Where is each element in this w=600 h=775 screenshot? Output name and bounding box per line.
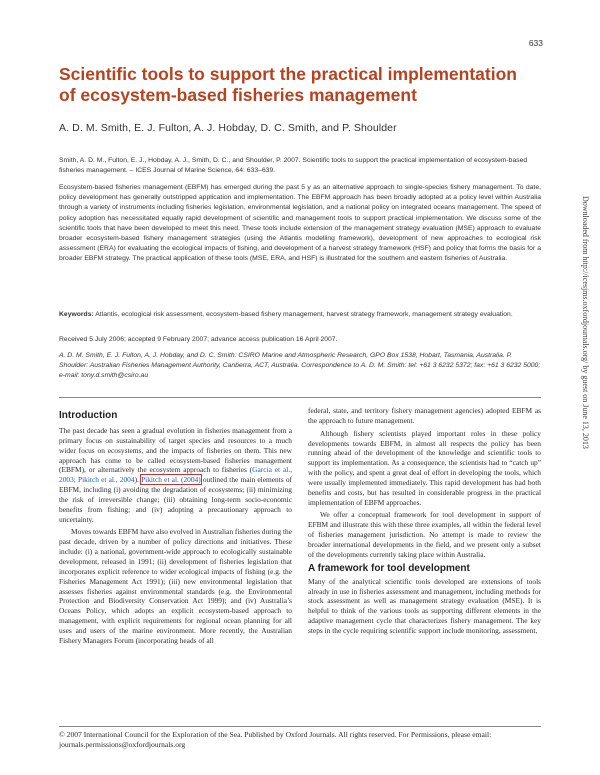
author-list: A. D. M. Smith, E. J. Fulton, A. J. Hobday, D. C. Smith, and P. Shoulder [59,122,397,134]
keywords-label: Keywords: [59,311,94,318]
right-column [308,406,541,636]
intro-paragraph-5: We offer a conceptual framework for tool development in support of EFBM and illustrate this with these three examples, all within the federal level of fisheries management jurisdiction. No attempt is made to review the broader international developments in the field, and we present only a subset of the developments currently taking place within Australia. [308,510,541,559]
reference-link-pikitch[interactable]: Pikitch et al. (2004) [141,475,201,485]
footer-divider [59,726,541,727]
left-column [59,406,292,646]
header-divider [59,397,541,398]
keywords [59,310,541,320]
received-dates: Received 5 July 2006; accepted 9 February 2007; advance access publication 16 April 2007. [59,336,338,343]
page-number: 633 [528,38,543,48]
section-heading-introduction: Introduction [59,410,118,421]
abstract: Ecosystem-based fisheries management (EBFM) has emerged during the past 5 y as an alternative approach to single-species fishery management. To date, policy development has generally outstripped application and implementation. The EBFM approach has been broadly adopted at a policy level within Australia through a variety of instruments including fisheries legislation, environmental legislation, and a national policy on integrated oceans management. The speed of policy adoption has necessitated equally rapid development of scientific and management tools to support practical implementation. We discuss some of the scientific tools that have been developed to meet this need. These tools include extension of the management strategy evaluation (MSE) approach to evaluate broader ecosystem-based fishery management strategies (using the Atlantis modelling framework), development of new approaches to ecological risk assessment (ERA) for evaluating the ecological impacts of fishing, and development of a harvest strategy framework (HSF) and policy that forms the basis for a broader EBFM strategy. The practical application of these tools (MSE, ERA, and HSF) is illustrated for the southern and eastern fisheries of Australia. [59,184,541,263]
keywords-text: Atlantis, ecological risk assessment, ecosystem-based fishery management, harvest strategy framework, management strategy evaluation. [95,311,513,318]
download-notice: Downloaded from http://icesjms.oxfordjournals.org/ by guest on June 13, 2013 [581,196,590,449]
framework-paragraph-1: Many of the analytical scientific tools developed are extensions of tools already in use in fisheries assessment and management, including methods for stock assessment as well as management strategy evaluation (MSE). It is helpful to think of the various tools as supporting different elements in the adaptive management cycle that characterizes fishery management. The key steps in the cycle requiring scientific support include monitoring, assessment, [308,576,541,635]
intro-paragraph-4: Although fishery scientists played important roles in these policy developments towards EBFM, in almost all respects the policy has been running ahead of the development of the knowledge and scientific tools to support its implementation. As a consequence, the scientists had to “catch up” with the policy, and spent a great deal of effort in developing the tools, which were usually implemented immediately. This rapid development has had both benefits and costs, but has resulted in considerable progress in the practical implementation of EBFM approaches. [308,428,541,507]
author-affiliations: A. D. M. Smith, E. J. Fulton, A. J. Hobday, and D. C. Smith: CSIRO Marine and Atmospheric Research, GPO Box 1538, Hobart, Tasmania, Australia. P. Shoulder: Australian Fisheries Management Authority, Canberra, ACT, Australia. Correspondence to A. D. M. Smith: tel: +61 3 6232 5372; fax: +61 3 6232 5000; e-mail: tony.d.smith@csiro.au [59,352,541,380]
copyright-footer: © 2007 International Council for the Exploration of the Sea. Published by Oxford Journals. All rights reserved. For Permissions, please email: journals.permissions@oxfordjournals.org [59,730,492,749]
intro-paragraph-1: The past decade has seen a gradual evolution in fisheries management from a primary focus on sustainability of target species and resources to a much wider focus on ecosystems, and the impacts of fisheries on them. This new approach has come to be called ecosystem-based fisheries management (EBFM), or alternatively the ecosystem approach to fisheries (Garcia et al., 2003; Pikitch et al., 2004). Pikitch et al. (2004) outlined the main elements of EBFM, including (i) avoiding the degradation of ecosystems; (ii) minimizing the risk of irreversible change; (iii) obtaining long-term socio-economic benefits from fishing; and (iv) adopting a precautionary approach to uncertainty. [59,426,292,524]
intro-paragraph-2: Moves towards EBFM have also evolved in Australian fisheries during the past decade, driven by a number of policy directions and initiatives. These include: (i) a national, government-wide approach to ecologically sustainable development, released in 1991; (ii) development of fisheries legislation that incorporates explicit reference to wider ecological impacts of fishing (e.g. the Fisheries Management Act 1991); (iii) new environmental legislation that assesses fisheries against environmental standards (e.g. the Environmental Protection and Biodiversity Conservation Act 1999); and (iv) Australia’s Oceans Policy, which adopts an explicit ecosystem-based approach to management, with explicit requirements for regional ocean planning for all uses and users of the marine environment. More recently, the Australian Fishery Managers Forum (incorporating heads of all [59,527,292,645]
citation: Smith, A. D. M., Fulton, E. J., Hobday, A. J., Smith, D. C., and Shoulder, P. 2007. Scientific tools to support the practical implementation of ecosystem-based fisheries management. – ICES Journal of Marine Science, 64: 633–639. [59,157,528,174]
intro-paragraph-3: federal, state, and territory fishery management agencies) adopted EBFM as the approach to future management. [308,406,541,425]
article-title: Scientific tools to support the practical implementation of ecosystem-based fisheries management [59,64,517,105]
section-heading-framework: A framework for tool development [308,562,470,574]
reference-link-garcia-pikitch[interactable]: Garcia et al., 2003; Pikitch et al., 2004 [59,465,292,485]
